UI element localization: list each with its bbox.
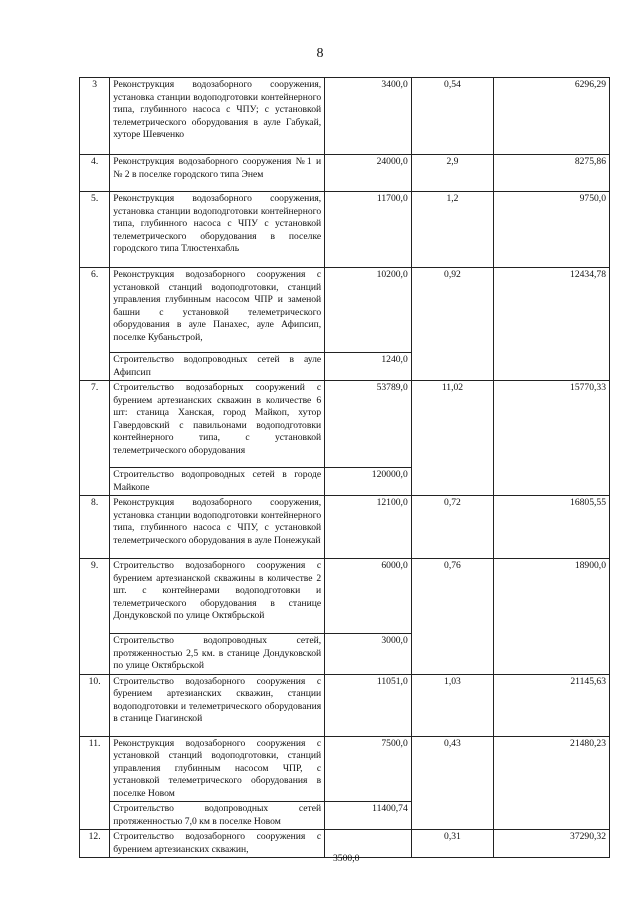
row-number: 5. [80, 192, 110, 268]
row-cost: 3400,0 [325, 78, 412, 155]
row-number: 12. [80, 830, 110, 858]
row-description: Строительство водозаборных сооружений с бурением артезианских скважин в количестве 6 шт: станица Ханская, город Майкоп, хутор Гавердовский с павильонами водоподготовки контейнерного типа, с установкой телеметрического оборудования [110, 381, 325, 468]
row-number: 4. [80, 155, 110, 192]
row-length: 0,54 [411, 78, 493, 155]
row-description: Строительство водопроводных сетей в ауле Афипсип [110, 353, 325, 381]
row-cost: 10200,0 [325, 268, 412, 353]
row-description: Реконструкция водозаборного сооружения №1 и № 2 в поселке городского типа Энем [110, 155, 325, 192]
row-length: 1,03 [411, 674, 493, 736]
row-description: Реконструкция водозаборного сооружения с установкой станций водоподготовки, станций управления глубинным насосом ЧПР, с установкой телеметрического оборудования в поселке Новом [110, 736, 325, 802]
row-number: 6. [80, 268, 110, 381]
table-row [80, 192, 610, 268]
table-row [80, 78, 610, 155]
row-length: 1,2 [411, 192, 493, 268]
row-cost: 7500,0 [325, 736, 412, 802]
row-total: 15770,33 [494, 381, 610, 496]
row-description: Строительство водопроводных сетей, протяженностью 2,5 км. в станице Дондуковской по улице Октябрьской [110, 634, 325, 675]
row-description: Реконструкция водозаборного сооружения, установка станции водоподготовки контейнерного типа, глубинного насоса с ЧПУ; с установкой телеметрического оборудования в ауле Габукай, хуторе Шевченко [110, 78, 325, 155]
row-length: 0,43 [411, 736, 493, 830]
row-cost: 120000,0 [325, 468, 412, 496]
row-length: 0,31 [411, 830, 493, 858]
row-total: 12434,78 [494, 268, 610, 381]
row-number: 10. [80, 674, 110, 736]
row-description: Строительство водозаборного сооружения с бурением артезианских скважин, станции водоподготовки и телеметрического оборудования в станице Гиагинской [110, 674, 325, 736]
row-total: 16805,55 [494, 496, 610, 559]
row-cost: 3000,0 [325, 634, 412, 675]
row-description: Строительство водозаборного сооружения с бурением артезианской скважины в количестве 2 шт. с контейнерами водоподготовки и телеметрического оборудования в станице Дондуковской по улице Октябрьской [110, 559, 325, 634]
row-number: 8. [80, 496, 110, 559]
page-number: 8 [316, 46, 324, 61]
row-length: 0,76 [411, 559, 493, 675]
projects-table [79, 77, 610, 858]
row-description: Реконструкция водозаборного сооружения, установка станции водоподготовки контейнерного типа, глубинного насоса с ЧПУ с установкой телеметрического оборудования в поселке городского типа Тлюстенхабль [110, 192, 325, 268]
row-cost: 11700,0 [325, 192, 412, 268]
row-number: 11. [80, 736, 110, 830]
row-cost: 11400,74 [325, 802, 412, 830]
table-row [80, 268, 610, 353]
row-number: 7. [80, 381, 110, 496]
row-cost: 11051,0 [325, 674, 412, 736]
table-row [80, 496, 610, 559]
row-description: Строительство водозаборного сооружения с бурением артезианских скважин, [110, 830, 325, 858]
continued-cost-value: 3500,0 [333, 853, 360, 864]
row-cost: 12100,0 [325, 496, 412, 559]
row-description: Реконструкция водозаборного сооружения, установка станции водоподготовки контейнерного типа, глубинного насоса с ЧПУ, с установкой телеметрического оборудования в ауле Понежукай [110, 496, 325, 559]
row-description: Строительство водопроводных сетей протяженностью 7,0 км в поселке Новом [110, 802, 325, 830]
row-number: 3 [80, 78, 110, 155]
table-row [80, 674, 610, 736]
table-row [80, 155, 610, 192]
row-total: 18900,0 [494, 559, 610, 675]
row-length: 11,02 [411, 381, 493, 496]
row-description: Строительство водопроводных сетей в городе Майкопе [110, 468, 325, 496]
row-total: 21145,63 [494, 674, 610, 736]
row-total: 37290,32 [494, 830, 610, 858]
row-cost: 1240,0 [325, 353, 412, 381]
row-cost: 6000,0 [325, 559, 412, 634]
table-row [80, 381, 610, 468]
row-cost: 53789,0 [325, 381, 412, 468]
table-row [80, 559, 610, 634]
row-number: 9. [80, 559, 110, 675]
row-length: 0,72 [411, 496, 493, 559]
row-length: 2,9 [411, 155, 493, 192]
row-description: Реконструкция водозаборного сооружения с установкой станций водоподготовки, станций управления глубинным насосом ЧПР и заменой башни с установкой телеметрического оборудования в ауле Панахес, ауле Афипсип, поселке Кубаньстрой, [110, 268, 325, 353]
row-total: 9750,0 [494, 192, 610, 268]
row-length: 0,92 [411, 268, 493, 381]
row-total: 6296,29 [494, 78, 610, 155]
row-total: 8275,86 [494, 155, 610, 192]
row-cost: 24000,0 [325, 155, 412, 192]
row-total: 21480,23 [494, 736, 610, 830]
table-row [80, 736, 610, 802]
